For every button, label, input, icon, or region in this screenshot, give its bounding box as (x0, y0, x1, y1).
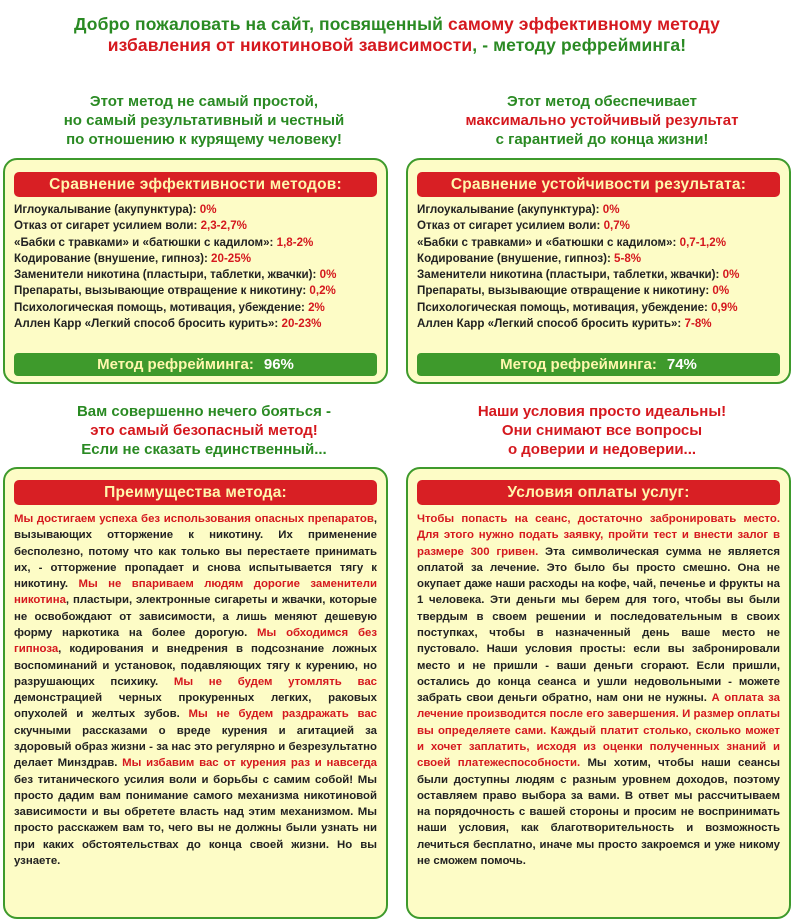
intro-line: Этот метод не самый простой, (89, 93, 319, 110)
list-item: Иглоукалывание (акупунктура): 0% (14, 203, 217, 216)
list-item: Препараты, вызывающие отвращение к никотину: 0,2% (14, 284, 336, 298)
result-label: Метод рефрейминга: (97, 356, 254, 373)
efficiency-list (14, 202, 380, 332)
list-item: «Бабки с травками» и «батюшки с кадилом»: 1,8-2% (14, 235, 314, 249)
intro-right (412, 92, 792, 149)
stability-result (417, 353, 780, 376)
payment-box (406, 467, 791, 919)
list-item: Отказ от сигарет усилием воли: 2,3-2,7% (14, 219, 247, 233)
mid-line: Они снимают все вопросы (501, 422, 703, 439)
result-value: 96% (263, 356, 294, 373)
stability-header: Сравнение устойчивости результата: (417, 172, 780, 197)
list-item: «Бабки с травками» и «батюшки с кадилом»: 0,7-1,2% (417, 235, 727, 249)
efficiency-header: Сравнение эффективности методов: (14, 172, 377, 197)
title-highlight: самому эффективному методу (447, 14, 720, 34)
advantages-text: Мы достигаем успеха без использования опасных препаратов, вызывающих отторжение к никотину. Их применение бесполезно, потому что как только вы перестаете принимать их, - отторжение пропадает и снова испытывается тягу к никотину. Мы не впариваем людям дорогие заменители никотина, пластыри, электронные сигареты и жвачки, которые не освобождают от зависимости, а лишь меняют дешевую форму наркотика на более дорогую. Мы обходимся без гипноза, кодирования и внедрения в подсознание ложных воспоминаний и установок, подавляющих тягу к курению, но разрушающих психику. Мы не будем утомлять вас демонстрацией черных прокуренных легких, раковых опухолей и желтых зубов. Мы не будем раздражать вас скучными рассказами о вреде курения и агитацией за здоровый образ жизни - за нас это регулярно и безрезультатно делает Минздрав. Мы избавим вас от курения раз и навсегда без титанического усилия воли и борьбы с самим собой! Мы просто дадим вам понимание самого механизма никотиновой зависимости и вы обретете власть над этим механизмом. Мы просто расскажем вам то, чего вы не должны были узнать ни при каких обстоятельствах до конца своей жизни. Но вы узнаете. (14, 513, 378, 867)
list-item: Иглоукалывание (акупунктура): 0% (417, 203, 620, 216)
result-label: Метод рефрейминга: (500, 356, 657, 373)
list-item: Заменители никотина (пластыри, таблетки, жвачки): 0% (14, 268, 337, 282)
list-item: Аллен Карр «Легкий способ бросить курить»: 7-8% (417, 317, 712, 331)
mid-left (14, 402, 394, 459)
intro-left (14, 92, 394, 149)
title-highlight: избавления от никотиновой зависимости (107, 35, 473, 55)
result-value: 74% (666, 356, 697, 373)
intro-line: Этот метод обеспечивает (507, 93, 697, 110)
mid-line: Вам совершенно нечего бояться - (76, 403, 332, 420)
list-item: Психологическая помощь, мотивация, убеждение: 2% (14, 300, 325, 314)
payment-text: Чтобы попасть на сеанс, достаточно забронировать место. Для этого нужно подать заявку, пройти тест и внести залог в размере 300 гривен. Эта символическая сумма не является оплатой за лечение. Это было бы просто смешно. Она не окупает даже наши расходы на кофе, чай, печенье и фрукты на 1 человека. Эти деньги мы берем для того, чтобы вы были твердым в своем решении и последовательным в своих поступках, чтобы в назначенный день ваше место не пустовало. Наши условия просты: если вы забронировали место и не пришли - ваши деньги сгорают. Если пришли, остались до конца сеанса и ушли недовольными - можете забрать свои деньги обратно, нам они не нужны. А оплата за лечение производится после его завершения. И размер оплаты вы определяете сами. Каждый платит столько, сколько может и хочет заплатить, исходя из оценки полученных знаний и своей платежеспособности. Мы хотим, чтобы наши сеансы были доступны людям с разным уровнем доходов, поэтому оставляем право выбора за вами. В ответ мы рассчитываем на порядочность с вашей стороны и просим не воспринимать наши условия, как благотворительность и возможность лечиться бесплатно, иначе мы просто закроемся и уже никому не сможем помочь. (417, 513, 781, 867)
intro-line: но самый результативный и честный (63, 112, 345, 129)
intro-line: максимально устойчивый результат (465, 112, 739, 129)
mid-line: Наши условия просто идеальны! (477, 403, 727, 420)
list-item: Отказ от сигарет усилием воли: 0,7% (417, 219, 630, 233)
list-item: Кодирование (внушение, гипноз): 5-8% (417, 251, 642, 265)
mid-line: Если не сказать единственный... (81, 441, 327, 458)
list-item: Кодирование (внушение, гипноз): 20-25% (14, 251, 252, 265)
stability-box (406, 158, 791, 384)
mid-line: о доверии и недоверии... (507, 441, 697, 458)
stability-list (417, 202, 783, 332)
title-part: Добро пожаловать на сайт, посвященный (74, 14, 448, 34)
mid-line: это самый безопасный метод! (90, 422, 318, 439)
payment-header: Условия оплаты услуг: (417, 480, 780, 505)
list-item: Психологическая помощь, мотивация, убеждение: 0,9% (417, 300, 738, 314)
list-item: Препараты, вызывающие отвращение к никотину: 0% (417, 284, 730, 298)
intro-line: по отношению к курящему человеку! (66, 131, 342, 148)
page-title (10, 14, 784, 56)
efficiency-box (3, 158, 388, 384)
list-item: Аллен Карр «Легкий способ бросить курить»: 20-23% (14, 317, 322, 331)
efficiency-result (14, 353, 377, 376)
advantages-header: Преимущества метода: (14, 480, 377, 505)
advantages-box (3, 467, 388, 919)
mid-right (412, 402, 792, 459)
title-part: , - методу рефрейминга! (472, 35, 687, 55)
list-item: Заменители никотина (пластыри, таблетки, жвачки): 0% (417, 268, 740, 282)
intro-line: с гарантией до конца жизни! (495, 131, 709, 148)
